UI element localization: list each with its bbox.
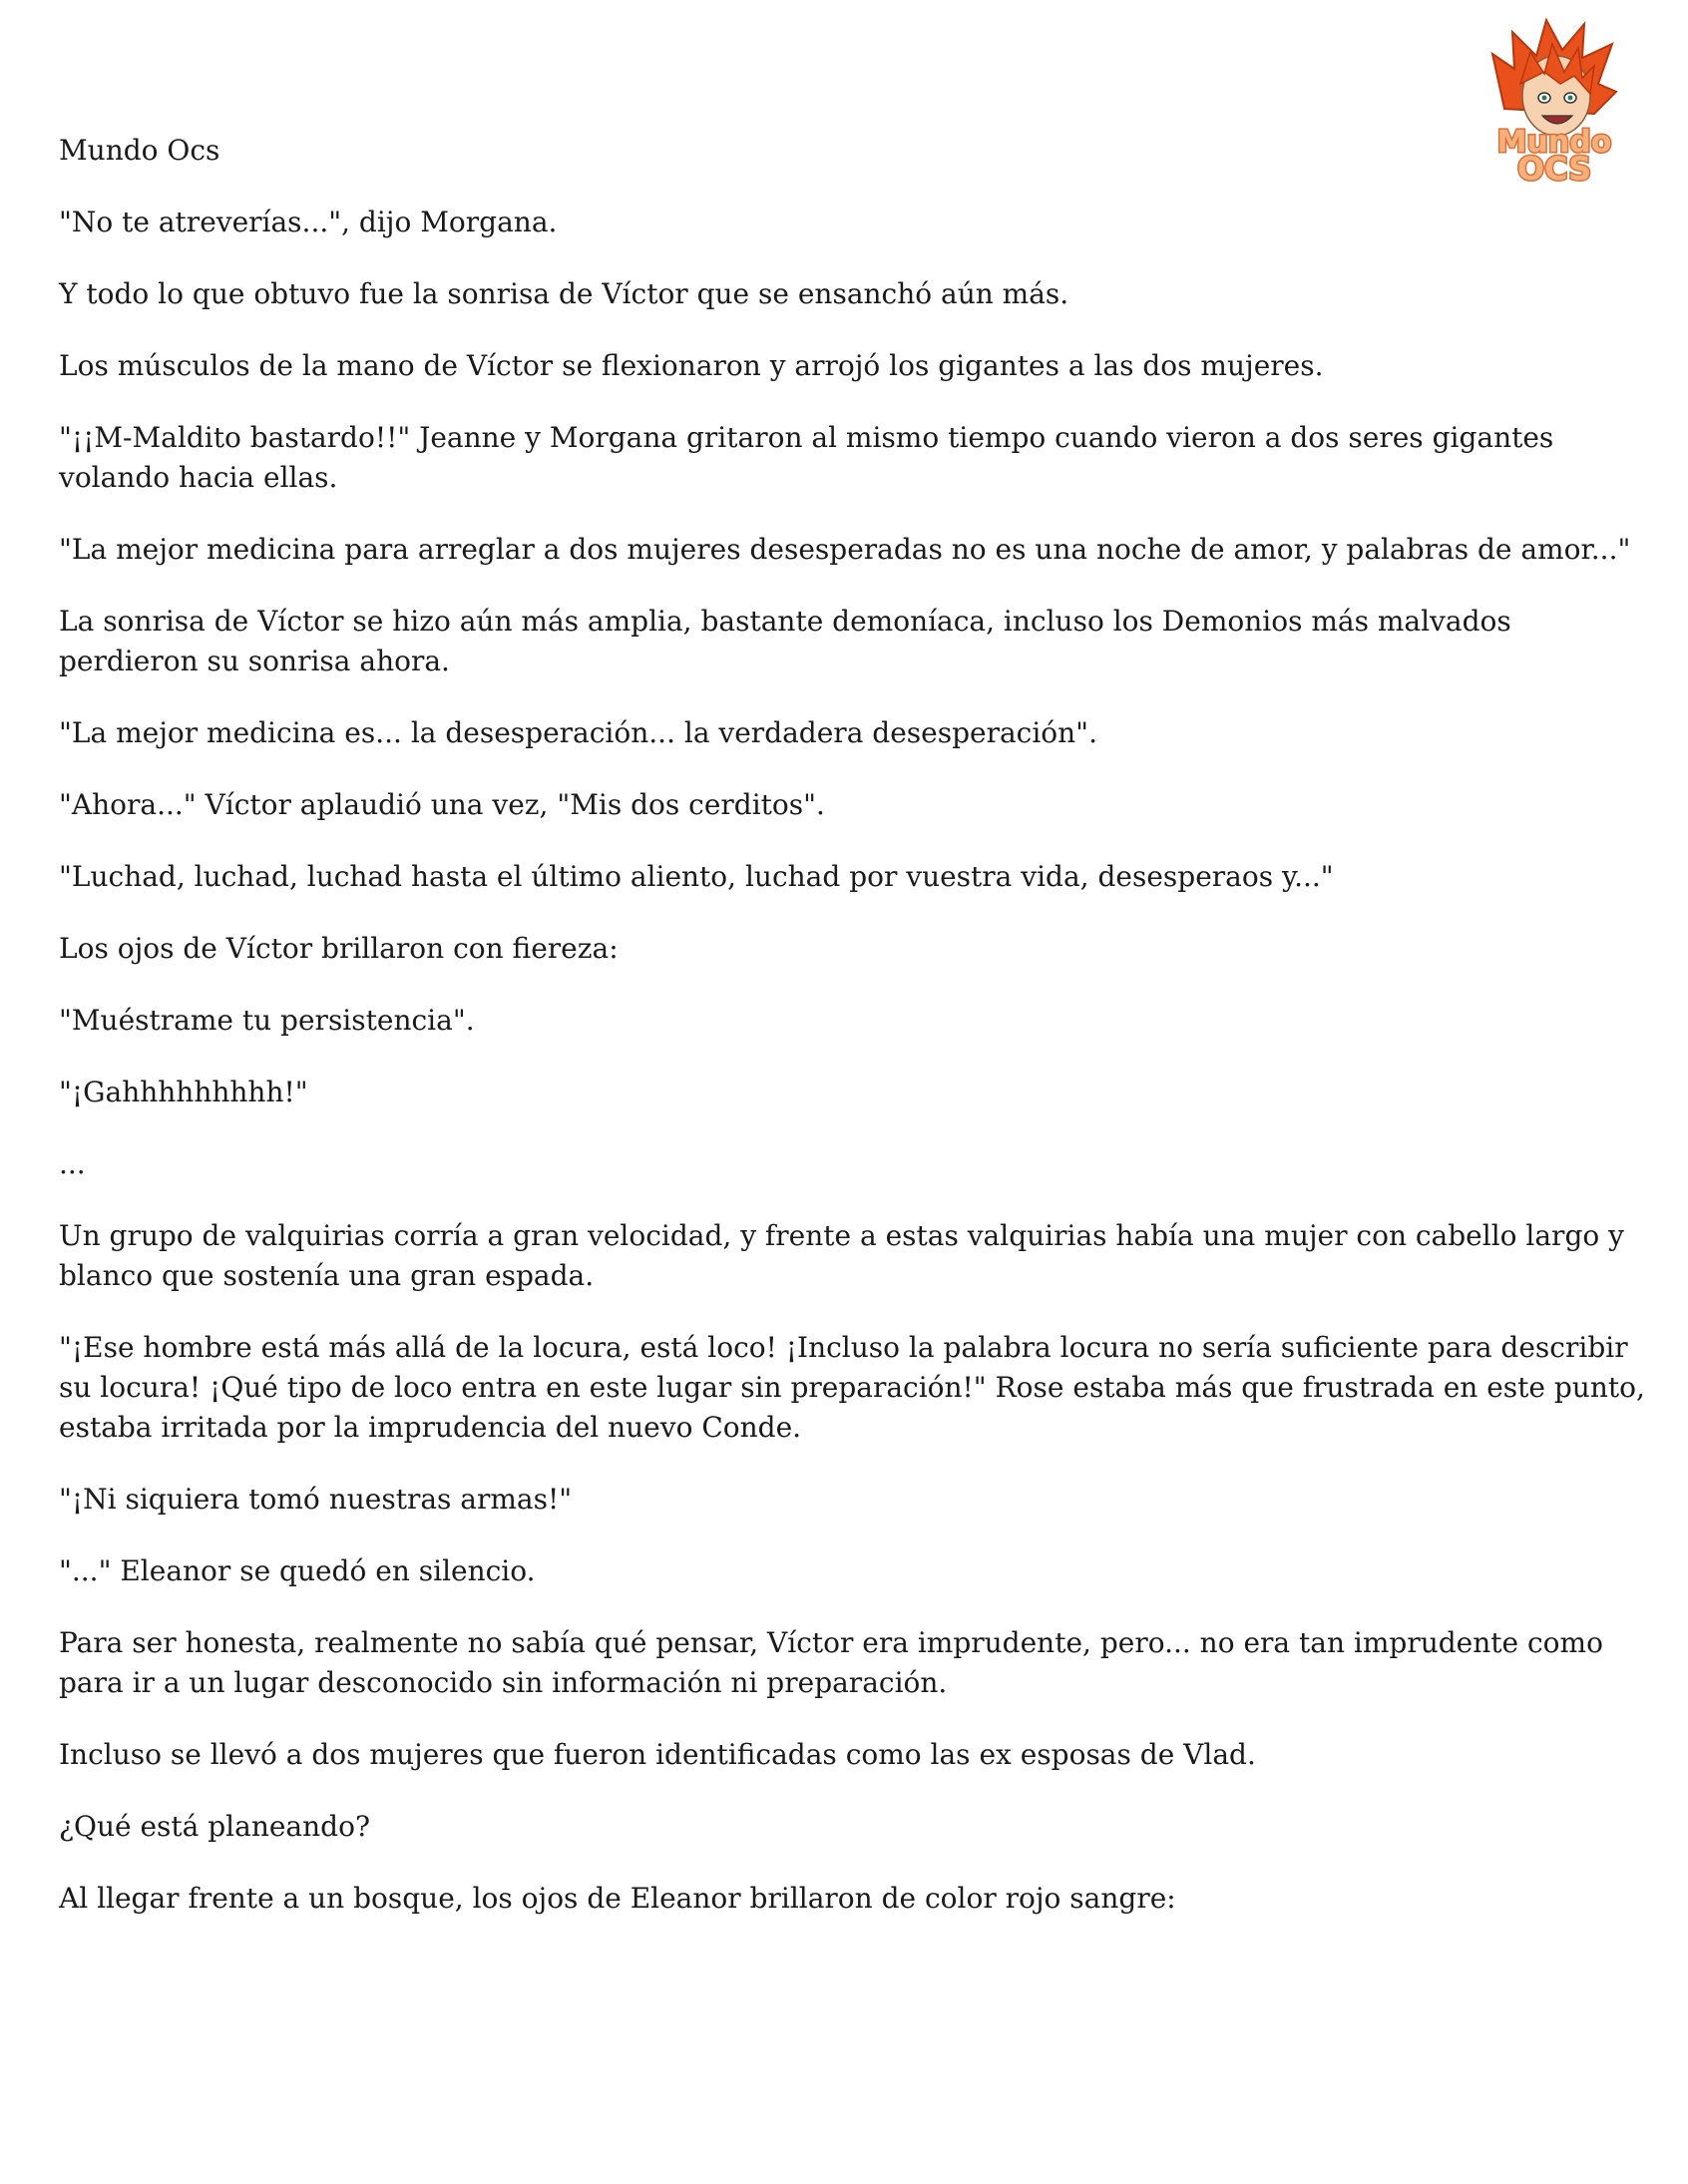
paragraph: Los músculos de la mano de Víctor se flexionaron y arrojó los gigantes a las dos mujeres. [59,349,1324,382]
paragraph: "¡Ese hombre está más allá de la locura, está loco! ¡Incluso la palabra locura no sería suficiente para describir su locura! ¡Qué tipo de loco entra en este lugar sin preparación!" Rose estaba más que frustrada en este punto, estaba irritada por la imprudencia del nuevo Conde. [59,1331,1645,1444]
paragraph: "..." Eleanor se quedó en silencio. [59,1554,536,1587]
paragraph: "¡Ni siquiera tomó nuestras armas!" [59,1483,573,1516]
document-body [59,131,1655,1951]
paragraph: ¿Qué está planeando? [59,1810,370,1843]
document-header-text: Mundo Ocs [59,134,220,167]
paragraph: "Ahora..." Víctor aplaudió una vez, "Mis dos cerditos". [59,788,825,821]
paragraph: "¡Gahhhhhhhhh!" [59,1076,308,1108]
paragraph: Para ser honesta, realmente no sabía qué pensar, Víctor era imprudente, pero... no era tan imprudente como para ir a un lugar desconocido sin información ni preparación. [59,1626,1603,1699]
paragraph: La sonrisa de Víctor se hizo aún más amplia, bastante demoníaca, incluso los Demonios más malvados perdieron su sonrisa ahora. [59,605,1511,677]
paragraph: Los ojos de Víctor brillaron con fiereza: [59,932,619,965]
paragraph: Incluso se llevó a dos mujeres que fueron identificadas como las ex esposas de Vlad. [59,1738,1256,1771]
paragraph: "¡¡M-Maldito bastardo!!" Jeanne y Morgana gritaron al mismo tiempo cuando vieron a dos seres gigantes volando hacia ellas. [59,421,1554,494]
paragraph: "No te atreverías...", dijo Morgana. [59,206,558,238]
paragraph: "La mejor medicina para arreglar a dos mujeres desesperadas no es una noche de amor, y palabras de amor..." [59,533,1631,566]
paragraph: Un grupo de valquirias corría a gran velocidad, y frente a estas valquirias había una mujer con cabello largo y blanco que sostenía una gran espada. [59,1219,1624,1292]
paragraph: ... [59,1147,86,1180]
logo-text-ocs: OCS [1516,150,1592,184]
logo-text-mundo: Mundo [1496,125,1612,160]
paragraph: "Muéstrame tu persistencia". [59,1004,475,1037]
paragraph: Al llegar frente a un bosque, los ojos de Eleanor brillaron de color rojo sangre: [59,1882,1176,1915]
paragraph: "Luchad, luchad, luchad hasta el último aliento, luchad por vuestra vida, desesperaos y..." [59,860,1334,893]
paragraph: "La mejor medicina es... la desesperación... la verdadera desesperación". [59,716,1097,749]
paragraph: Y todo lo que obtuvo fue la sonrisa de Víctor que se ensanchó aún más. [59,277,1069,310]
